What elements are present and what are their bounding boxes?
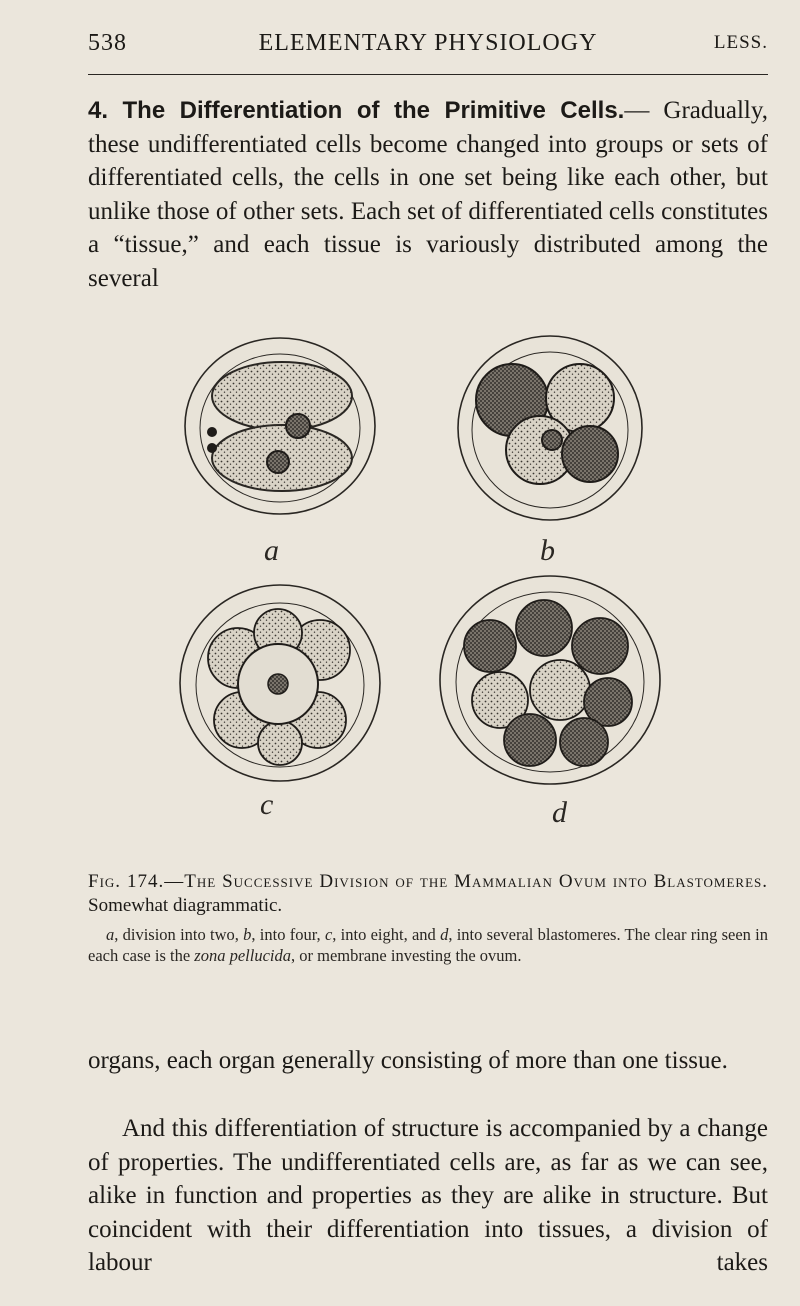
legend-d-text: , into several blastomeres. The clear ring seen in each case is the xyxy=(88,925,769,965)
caption-note: Somewhat diagrammatic. xyxy=(88,895,283,916)
caption-prefix: Fig. 174. xyxy=(88,871,165,892)
header-rule xyxy=(88,74,768,75)
ovum-a xyxy=(185,338,375,514)
ovum-c xyxy=(180,585,380,781)
legend-end: , or membrane investing the ovum. xyxy=(290,946,522,965)
legend-b: b xyxy=(243,925,252,944)
section-abbrev: LESS. xyxy=(713,32,768,53)
legend-c: c xyxy=(324,925,333,944)
figure-174 xyxy=(160,328,680,868)
ovum-b xyxy=(458,336,642,520)
legend-a-text: , division into two, xyxy=(114,925,244,944)
page-number: 538 xyxy=(88,30,127,56)
ovum-division-illustration xyxy=(160,328,680,868)
section-heading: 4. The Differentiation of the Primitive Cells. xyxy=(88,97,625,124)
figure-label-d: d xyxy=(552,796,567,829)
legend-b-text: , into four, xyxy=(251,925,325,944)
figure-legend xyxy=(88,924,768,966)
body-paragraph: And this differentiation of structure is accompanied by a change of properties. The undifferentiated cells are, as far as we can see, alike in function and properties as they are alike in structure. But coincident with their differentiation into tissues, a division of labour takes xyxy=(88,1115,768,1276)
ovum-d xyxy=(440,576,660,784)
legend-d: d xyxy=(440,925,449,944)
legend-c-text: , into eight, and xyxy=(332,925,441,944)
legend-term: zona pellucida xyxy=(194,946,291,965)
caption-title: —The Successive Division of the Mammalian Ovum into Blastomeres. xyxy=(164,871,768,892)
section-text: — Gradually, these undifferentiated cells become changed into groups or sets of differentiated cells, the cells in one set being like each other, but unlike those of other sets. Each set of differentiated cells constitutes a “tissue,” and each tissue is variously distributed among the several xyxy=(88,97,769,292)
figure-label-a: a xyxy=(264,534,279,567)
running-title: ELEMENTARY PHYSIOLOGY xyxy=(258,30,598,56)
legend-a: a xyxy=(106,925,115,944)
figure-label-c: c xyxy=(260,788,274,821)
section-paragraph xyxy=(88,94,768,295)
figure-label-b: b xyxy=(540,534,555,567)
figure-caption xyxy=(88,870,768,918)
continuation-paragraph: organs, each organ generally consisting of more than one tissue. xyxy=(88,1047,728,1074)
